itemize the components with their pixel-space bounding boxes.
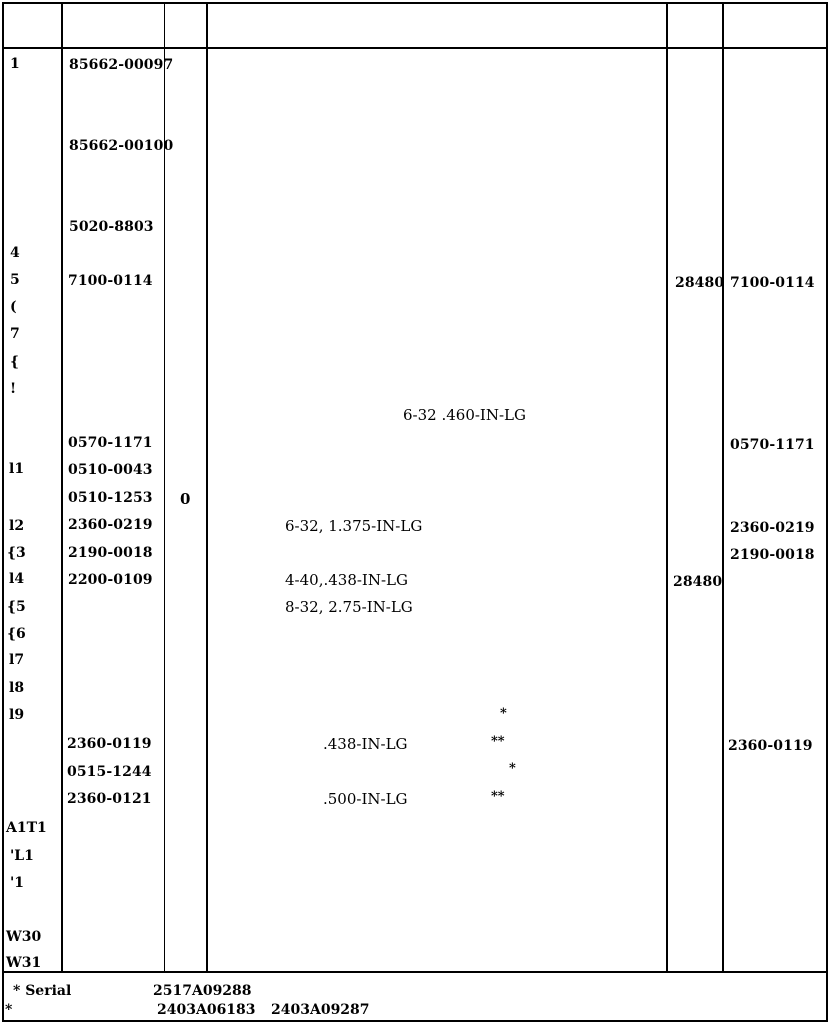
ref-designator: {3 <box>7 545 26 561</box>
col-divider-ref <box>61 2 63 972</box>
serial-note-mark: ** <box>491 734 505 749</box>
part-number: 0510-0043 <box>68 462 153 478</box>
left-border <box>2 2 4 1022</box>
ref-designator: A1T1 <box>6 820 47 836</box>
col-divider-desc <box>666 2 668 972</box>
mfr-part-number: 2360-0219 <box>730 520 815 536</box>
col-divider-cd <box>206 2 208 972</box>
part-number: 2190-0018 <box>68 545 153 561</box>
part-number: 0510-1253 <box>68 490 153 506</box>
ref-designator: {5 <box>7 599 26 615</box>
part-number: 85662-00100 <box>69 138 174 154</box>
serial-note-mark: * <box>500 706 507 721</box>
part-number: 2200-0109 <box>68 572 153 588</box>
mfr-part-number: 0570-1171 <box>730 437 815 453</box>
part-number: 2360-0121 <box>67 791 152 807</box>
col-divider-mfr <box>722 2 724 972</box>
part-number: 85662-00097 <box>69 57 174 73</box>
table-top-border <box>2 2 828 4</box>
mfr-part-number: 2360-0119 <box>728 738 813 754</box>
mfr-part-number: 7100-0114 <box>730 275 815 291</box>
mfr-code: 28480 <box>675 275 725 291</box>
ref-designator: l2 <box>9 518 25 534</box>
serial-note-mark: * <box>509 761 516 776</box>
footer-serial: 2517A09288 <box>153 983 252 999</box>
mfr-code: 28480 <box>673 574 723 590</box>
ref-designator: W30 <box>6 929 42 945</box>
footer-note-mark: * Serial <box>13 983 72 999</box>
ref-designator: 7 <box>10 326 20 342</box>
ref-designator: l8 <box>9 680 25 696</box>
part-number: 0515-1244 <box>67 764 152 780</box>
ref-designator: {6 <box>7 626 26 642</box>
ref-designator: l9 <box>9 707 25 723</box>
footer-serial: 2403A09287 <box>271 1002 370 1018</box>
part-description: 6-32 .460-IN-LG <box>403 406 526 424</box>
serial-note-mark: ** <box>491 789 505 804</box>
ref-designator: '1 <box>10 875 25 891</box>
ref-designator: 4 <box>10 245 20 261</box>
part-description: .438-IN-LG <box>323 735 408 753</box>
footer-serial: 2403A06183 <box>157 1002 256 1018</box>
mfr-part-number: 2190-0018 <box>730 547 815 563</box>
part-description: 6-32, 1.375-IN-LG <box>285 517 423 535</box>
check-digit: 0 <box>180 490 191 508</box>
part-number: 7100-0114 <box>68 273 153 289</box>
ref-designator: { <box>10 354 20 370</box>
part-number: 5020-8803 <box>69 219 154 235</box>
ref-designator: l1 <box>9 461 25 477</box>
part-number: 2360-0119 <box>67 736 152 752</box>
part-description: 4-40,.438-IN-LG <box>285 571 408 589</box>
table-bottom-rule <box>2 971 828 973</box>
part-number: 2360-0219 <box>68 517 153 533</box>
ref-designator: l4 <box>9 571 25 587</box>
ref-designator: 1 <box>10 56 20 72</box>
ref-designator: l7 <box>9 652 25 668</box>
page-bottom-border <box>2 1020 828 1022</box>
right-border <box>826 2 828 1022</box>
ref-designator: 5 <box>10 272 20 288</box>
header-bottom-rule <box>2 47 828 49</box>
ref-designator: W31 <box>6 955 42 971</box>
ref-designator: 'L1 <box>10 848 34 864</box>
ref-designator: ( <box>10 299 17 315</box>
part-description: .500-IN-LG <box>323 790 408 808</box>
part-description: 8-32, 2.75-IN-LG <box>285 598 413 616</box>
part-number: 0570-1171 <box>68 435 153 451</box>
footer-note-mark: * <box>5 1002 13 1018</box>
ref-designator: ! <box>10 381 17 397</box>
